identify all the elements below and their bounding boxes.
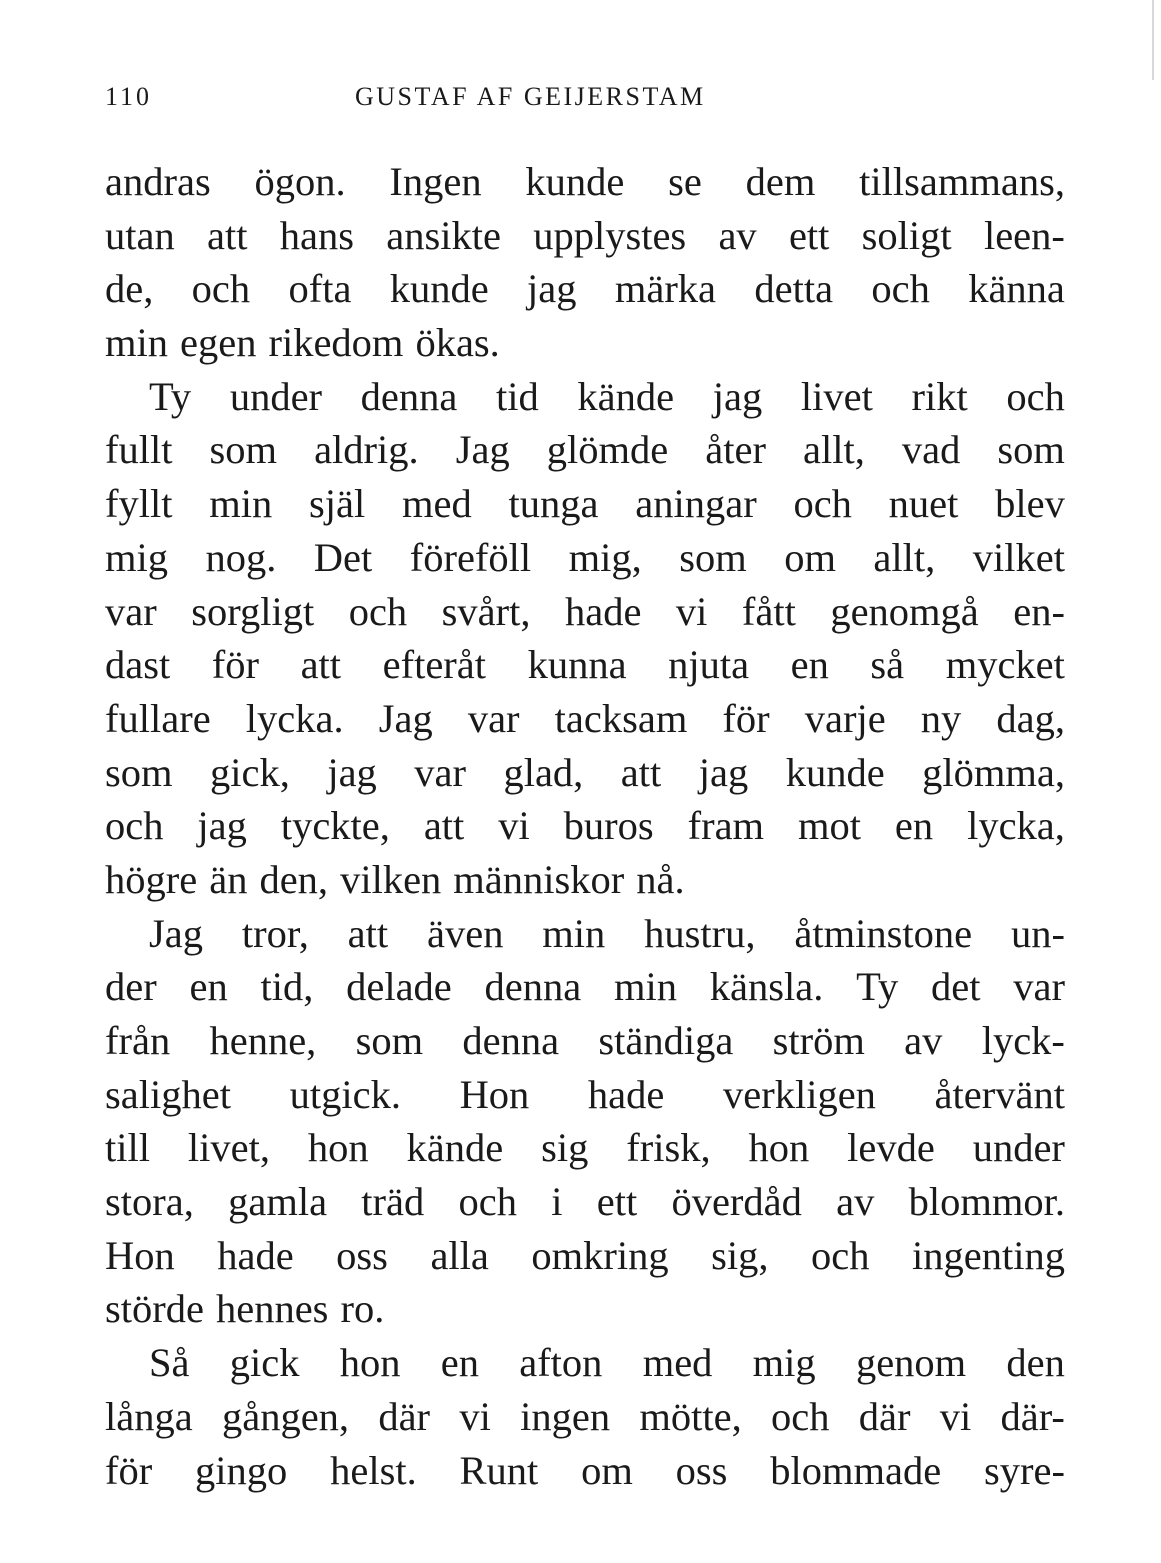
word: detta: [754, 266, 834, 312]
word: att: [347, 910, 389, 956]
word: som: [209, 427, 278, 473]
word: att: [620, 749, 662, 795]
word: verkligen: [722, 1071, 876, 1117]
word: återvänt: [934, 1071, 1065, 1117]
word: genom: [855, 1340, 967, 1386]
word: fullare: [105, 695, 211, 741]
word: och: [871, 266, 930, 312]
word: nå.: [636, 856, 685, 902]
word: där-: [1000, 1393, 1065, 1439]
word: denna: [484, 964, 582, 1010]
word: att: [300, 642, 342, 688]
word: Ty: [149, 373, 192, 419]
text-line: [105, 1336, 1065, 1390]
word: en: [894, 803, 934, 849]
word: nuet: [888, 481, 959, 527]
word: fått: [741, 588, 796, 634]
word: var: [467, 695, 520, 741]
word: det: [931, 964, 981, 1010]
word: åter: [705, 427, 766, 473]
word: Ingen: [389, 159, 482, 204]
text-line: [105, 799, 1065, 853]
word: alla: [430, 1232, 489, 1278]
word: var: [414, 749, 466, 795]
word: och: [811, 1232, 870, 1278]
word: Jag: [455, 427, 510, 473]
word: kände: [577, 373, 675, 419]
word: hade: [587, 1071, 665, 1117]
word: gick,: [209, 749, 290, 795]
word: kände: [406, 1125, 504, 1171]
word: utgick.: [289, 1071, 401, 1117]
word: Hon: [459, 1071, 530, 1117]
word: jag: [327, 749, 377, 795]
word: Så: [149, 1340, 190, 1386]
word: leen-: [983, 212, 1065, 258]
word: som: [355, 1018, 424, 1063]
word: föreföll: [409, 534, 532, 580]
word: rikedom: [268, 320, 404, 366]
word: tillsammans,: [859, 159, 1065, 204]
word: överdåd: [671, 1179, 802, 1225]
word: de,: [105, 266, 154, 312]
word: känna: [968, 266, 1065, 312]
word: ström: [772, 1018, 865, 1063]
running-header: [105, 82, 1065, 122]
word: störde: [105, 1286, 204, 1332]
word: jag: [527, 266, 577, 312]
word: ansikte: [386, 212, 501, 258]
word: sig,: [711, 1232, 769, 1278]
word: som: [679, 534, 747, 580]
word: hon: [339, 1340, 401, 1386]
text-line: [105, 1175, 1065, 1229]
word: glömde: [546, 427, 669, 473]
word: varje: [804, 695, 886, 741]
paragraph: [105, 155, 1065, 370]
word: un-: [1010, 910, 1065, 956]
word: oss: [336, 1232, 388, 1278]
word: en: [189, 964, 228, 1010]
word: tid: [496, 373, 539, 419]
word: märka: [614, 266, 717, 312]
word: denna: [360, 373, 458, 419]
word: allt,: [873, 534, 936, 580]
word: buros: [563, 803, 654, 849]
word: som: [997, 427, 1065, 473]
word: aningar: [635, 481, 757, 527]
word: tror,: [241, 910, 309, 956]
word: för: [722, 695, 770, 741]
word: svårt,: [441, 588, 531, 634]
word: jag: [698, 749, 749, 795]
word: vad: [901, 427, 961, 473]
word: än: [209, 856, 248, 902]
word: blommor.: [908, 1179, 1065, 1225]
text-line: [105, 1121, 1065, 1175]
word: lyck-: [981, 1018, 1065, 1063]
word: som: [105, 749, 173, 795]
text-line: [105, 262, 1065, 316]
word: för: [105, 1447, 153, 1493]
text-line: [105, 907, 1065, 961]
word: levde: [847, 1125, 935, 1171]
text-line: [105, 477, 1065, 531]
word: gången,: [221, 1393, 350, 1439]
word: tid,: [260, 964, 314, 1010]
text-line: [105, 316, 1065, 370]
word: hans: [279, 212, 354, 258]
word: stora,: [105, 1179, 194, 1225]
paragraph: [105, 907, 1065, 1337]
word: Ty: [856, 964, 899, 1010]
word: där: [378, 1393, 431, 1439]
word: livet,: [187, 1125, 270, 1171]
word: kunde: [525, 159, 625, 204]
text-line: [105, 746, 1065, 800]
word: genomgå: [830, 588, 979, 634]
word: ögon.: [254, 159, 346, 204]
word: sig: [541, 1125, 589, 1171]
word: ökas.: [415, 320, 500, 366]
word: ofta: [288, 266, 352, 312]
word: hade: [564, 588, 642, 634]
word: gick: [229, 1340, 300, 1386]
text-line: [105, 1282, 1065, 1336]
word: under: [972, 1125, 1065, 1171]
text-line: [105, 960, 1065, 1014]
word: nog.: [205, 534, 277, 580]
text-line: [105, 1444, 1065, 1498]
word: kunna: [527, 642, 627, 688]
word: salighet: [105, 1071, 231, 1117]
word: glömma,: [922, 749, 1065, 795]
text-line: [105, 155, 1065, 209]
text-line: [105, 423, 1065, 477]
word: en: [440, 1340, 479, 1386]
word: ingen: [520, 1393, 611, 1439]
text-line: [105, 1229, 1065, 1283]
word: min: [209, 481, 273, 527]
page-number: 110: [105, 82, 153, 111]
word: Jag: [149, 910, 203, 956]
word: av: [718, 212, 757, 258]
word: allt,: [802, 427, 865, 473]
word: mig: [752, 1340, 816, 1386]
word: fyllt: [105, 481, 173, 527]
word: ett: [596, 1179, 638, 1225]
word: hon: [307, 1125, 369, 1171]
word: hustru,: [644, 910, 756, 956]
word: den,: [259, 856, 329, 902]
word: ett: [788, 212, 830, 258]
word: blev: [995, 481, 1065, 527]
word: dast: [105, 642, 171, 688]
word: åtminstone: [794, 910, 973, 956]
word: se: [668, 159, 702, 204]
word: med: [642, 1340, 713, 1386]
word: själ: [309, 481, 366, 527]
word: egen: [180, 320, 257, 366]
word: fullt: [105, 427, 173, 473]
word: ny: [920, 695, 962, 741]
word: dag,: [996, 695, 1065, 741]
word: och: [458, 1179, 517, 1225]
word: min: [542, 910, 606, 956]
word: efteråt: [382, 642, 487, 688]
word: sorgligt: [191, 588, 315, 634]
word: även: [427, 910, 504, 956]
word: gamla: [228, 1179, 328, 1225]
word: helst.: [330, 1447, 417, 1493]
word: upplystes: [533, 212, 687, 258]
word: en-: [1013, 588, 1065, 634]
word: mycket: [945, 642, 1065, 688]
word: högre: [105, 856, 198, 902]
word: av: [904, 1018, 943, 1063]
word: och: [770, 1393, 830, 1439]
word: livet: [800, 373, 873, 419]
word: av: [836, 1179, 875, 1225]
word: vi: [498, 803, 530, 849]
word: andras: [105, 159, 211, 204]
text-line: [105, 638, 1065, 692]
text-line: [105, 1014, 1065, 1068]
text-line: [105, 370, 1065, 424]
word: rikt: [911, 373, 968, 419]
text-line: [105, 692, 1065, 746]
word: hade: [217, 1232, 294, 1278]
word: min: [105, 320, 169, 366]
word: tunga: [508, 481, 599, 527]
word: aldrig.: [314, 427, 419, 473]
word: afton: [519, 1340, 603, 1386]
word: var: [1013, 964, 1065, 1010]
word: Hon: [105, 1232, 175, 1278]
text-line: [105, 1390, 1065, 1444]
word: vi: [459, 1393, 491, 1439]
word: tacksam: [554, 695, 688, 741]
word: och: [793, 481, 852, 527]
word: och: [1006, 373, 1065, 419]
word: mot: [797, 803, 861, 849]
word: att: [206, 212, 248, 258]
word: mötte,: [639, 1393, 742, 1439]
word: denna: [462, 1018, 560, 1063]
word: vi: [675, 588, 708, 634]
text-line: [105, 531, 1065, 585]
word: syre-: [983, 1447, 1065, 1493]
word: oss: [675, 1447, 728, 1493]
word: och: [191, 266, 251, 312]
word: lycka.: [245, 695, 344, 741]
word: kunde: [785, 749, 885, 795]
word: jag: [712, 373, 763, 419]
word: henne,: [209, 1018, 317, 1063]
word: ständiga: [598, 1018, 734, 1063]
word: utan: [105, 212, 175, 258]
word: under: [229, 373, 323, 419]
word: Det: [313, 534, 373, 580]
word: ro.: [340, 1286, 385, 1332]
word: känsla.: [709, 964, 824, 1010]
word: ingenting: [911, 1232, 1065, 1278]
word: om: [784, 534, 836, 580]
word: att: [423, 803, 465, 849]
word: hennes: [215, 1286, 329, 1332]
paragraph: [105, 1336, 1065, 1497]
text-line: [105, 209, 1065, 263]
word: en: [790, 642, 829, 688]
word: Jag: [378, 695, 433, 741]
word: vilket: [972, 534, 1065, 580]
word: jag: [197, 803, 247, 849]
word: soligt: [861, 212, 952, 258]
word: dem: [745, 159, 816, 204]
word: så: [870, 642, 905, 688]
word: i: [551, 1179, 563, 1225]
word: omkring: [531, 1232, 669, 1278]
text-line: [105, 853, 1065, 907]
word: hon: [748, 1125, 810, 1171]
author-name: GUSTAF AF GEIJERSTAM: [355, 82, 706, 111]
word: var: [105, 588, 157, 634]
word: blommade: [770, 1447, 942, 1493]
word: vi: [939, 1393, 972, 1439]
word: Runt: [459, 1447, 539, 1493]
word: med: [402, 481, 472, 527]
word: där: [858, 1393, 911, 1439]
word: min: [613, 964, 677, 1010]
word: tyckte,: [280, 803, 390, 849]
word: långa: [105, 1393, 193, 1439]
word: mig: [105, 534, 169, 580]
word: för: [211, 642, 260, 688]
word: om: [581, 1447, 633, 1493]
word: frisk,: [626, 1125, 711, 1171]
word: den: [1006, 1340, 1065, 1386]
word: fram: [687, 803, 765, 849]
word: träd: [361, 1179, 425, 1225]
scan-edge-mark: [1152, 0, 1154, 80]
word: glad,: [503, 749, 584, 795]
word: vilken: [340, 856, 442, 902]
word: gingo: [195, 1447, 288, 1493]
text-line: [105, 1068, 1065, 1122]
word: från: [105, 1018, 171, 1063]
word: njuta: [668, 642, 750, 688]
word: och: [348, 588, 408, 634]
word: delade: [346, 964, 452, 1010]
word: lycka,: [967, 803, 1065, 849]
paragraph: [105, 370, 1065, 907]
word: till: [105, 1125, 151, 1171]
word: der: [105, 964, 157, 1010]
text-line: [105, 585, 1065, 639]
word: kunde: [389, 266, 489, 312]
word: människor: [453, 856, 625, 902]
word: och: [105, 803, 164, 849]
body-text: [105, 155, 1065, 1497]
word: mig,: [568, 534, 642, 580]
